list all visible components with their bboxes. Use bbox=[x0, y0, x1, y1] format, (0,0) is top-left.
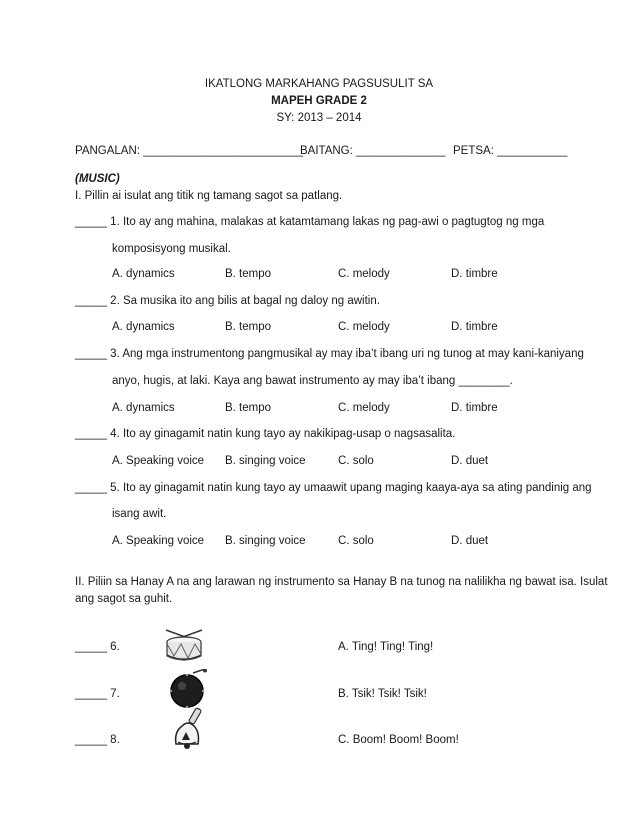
date-field[interactable]: PETSA: ___________ bbox=[453, 145, 568, 157]
header-subject: MAPEH GRADE 2 bbox=[271, 95, 367, 107]
handbell-icon bbox=[168, 706, 212, 750]
part2-instruction: II. Piliin sa Hanay A na ang larawan ng instrumento sa Hanay B na tunog na nalilikha ng bawat isa. Isulat bbox=[75, 576, 608, 588]
section-heading-music: (MUSIC) bbox=[75, 173, 120, 185]
grade-field[interactable]: BAITANG: ______________ bbox=[300, 145, 446, 157]
item-6-label[interactable]: _____ 6. bbox=[75, 641, 120, 653]
question-1-text: _____ 1. Ito ay ang mahina, malakas at katamtamang lakas ng pag-awi o pagtugtog ng mga bbox=[75, 216, 545, 228]
choice-a[interactable]: A. dynamics bbox=[112, 321, 175, 333]
bass-drum-icon bbox=[165, 669, 209, 709]
name-field[interactable]: PANGALAN: _________________________ bbox=[75, 145, 304, 157]
choice-d[interactable]: D. timbre bbox=[451, 402, 498, 414]
snare-drum-icon bbox=[160, 628, 208, 664]
header-title: IKATLONG MARKAHANG PAGSUSULIT SA bbox=[204, 78, 434, 90]
choice-b[interactable]: B. tempo bbox=[225, 268, 272, 280]
choice-b[interactable]: B. singing voice bbox=[225, 455, 306, 467]
choice-d[interactable]: D. duet bbox=[451, 455, 489, 467]
item-8-answer: C. Boom! Boom! Boom! bbox=[338, 734, 459, 746]
header-school-year: SY: 2013 – 2014 bbox=[276, 112, 362, 124]
choice-c[interactable]: C. melody bbox=[338, 268, 390, 280]
choice-b[interactable]: B. singing voice bbox=[225, 535, 306, 547]
part1-instruction: I. Pillin ai isulat ang titik ng tamang sagot sa patlang. bbox=[75, 190, 343, 202]
question-3-text: _____ 3. Ang mga instrumentong pangmusikal ay may iba’t ibang uri ng tunog at may kani-kaniyang bbox=[75, 348, 584, 360]
item-7-label[interactable]: _____ 7. bbox=[75, 688, 120, 700]
choice-c[interactable]: C. melody bbox=[338, 321, 390, 333]
choice-c[interactable]: C. solo bbox=[338, 455, 374, 467]
question-1-text-cont: komposisyong musikal. bbox=[112, 243, 231, 255]
item-6-answer: A. Ting! Ting! Ting! bbox=[338, 641, 434, 653]
question-5-text: _____ 5. Ito ay ginagamit natin kung tayo ay umaawit upang maging kaaya-aya sa ating pandinig ang bbox=[75, 482, 592, 494]
choice-a[interactable]: A. Speaking voice bbox=[112, 455, 205, 467]
choice-c[interactable]: C. solo bbox=[338, 535, 374, 547]
question-4-text: _____ 4. Ito ay ginagamit natin kung tayo ay nakikipag-usap o nagsasalita. bbox=[75, 428, 456, 440]
choice-b[interactable]: B. tempo bbox=[225, 321, 272, 333]
question-2-text: _____ 2. Sa musika ito ang bilis at bagal ng daloy ng awitin. bbox=[75, 295, 380, 307]
choice-c[interactable]: C. melody bbox=[338, 402, 390, 414]
part2-instruction-cont: ang sagot sa guhit. bbox=[75, 593, 173, 605]
choice-b[interactable]: B. tempo bbox=[225, 402, 272, 414]
choice-d[interactable]: D. timbre bbox=[451, 268, 498, 280]
question-3-text-cont: anyo, hugis, at laki. Kaya ang bawat instrumento ay may iba’t ibang ________. bbox=[112, 375, 513, 387]
item-7-answer: B. Tsik! Tsik! Tsik! bbox=[338, 688, 427, 700]
choice-a[interactable]: A. dynamics bbox=[112, 402, 175, 414]
item-8-label[interactable]: _____ 8. bbox=[75, 734, 120, 746]
question-5-text-cont: isang awit. bbox=[112, 508, 167, 520]
choice-a[interactable]: A. dynamics bbox=[112, 268, 175, 280]
choice-a[interactable]: A. Speaking voice bbox=[112, 535, 205, 547]
choice-d[interactable]: D. timbre bbox=[451, 321, 498, 333]
choice-d[interactable]: D. duet bbox=[451, 535, 489, 547]
